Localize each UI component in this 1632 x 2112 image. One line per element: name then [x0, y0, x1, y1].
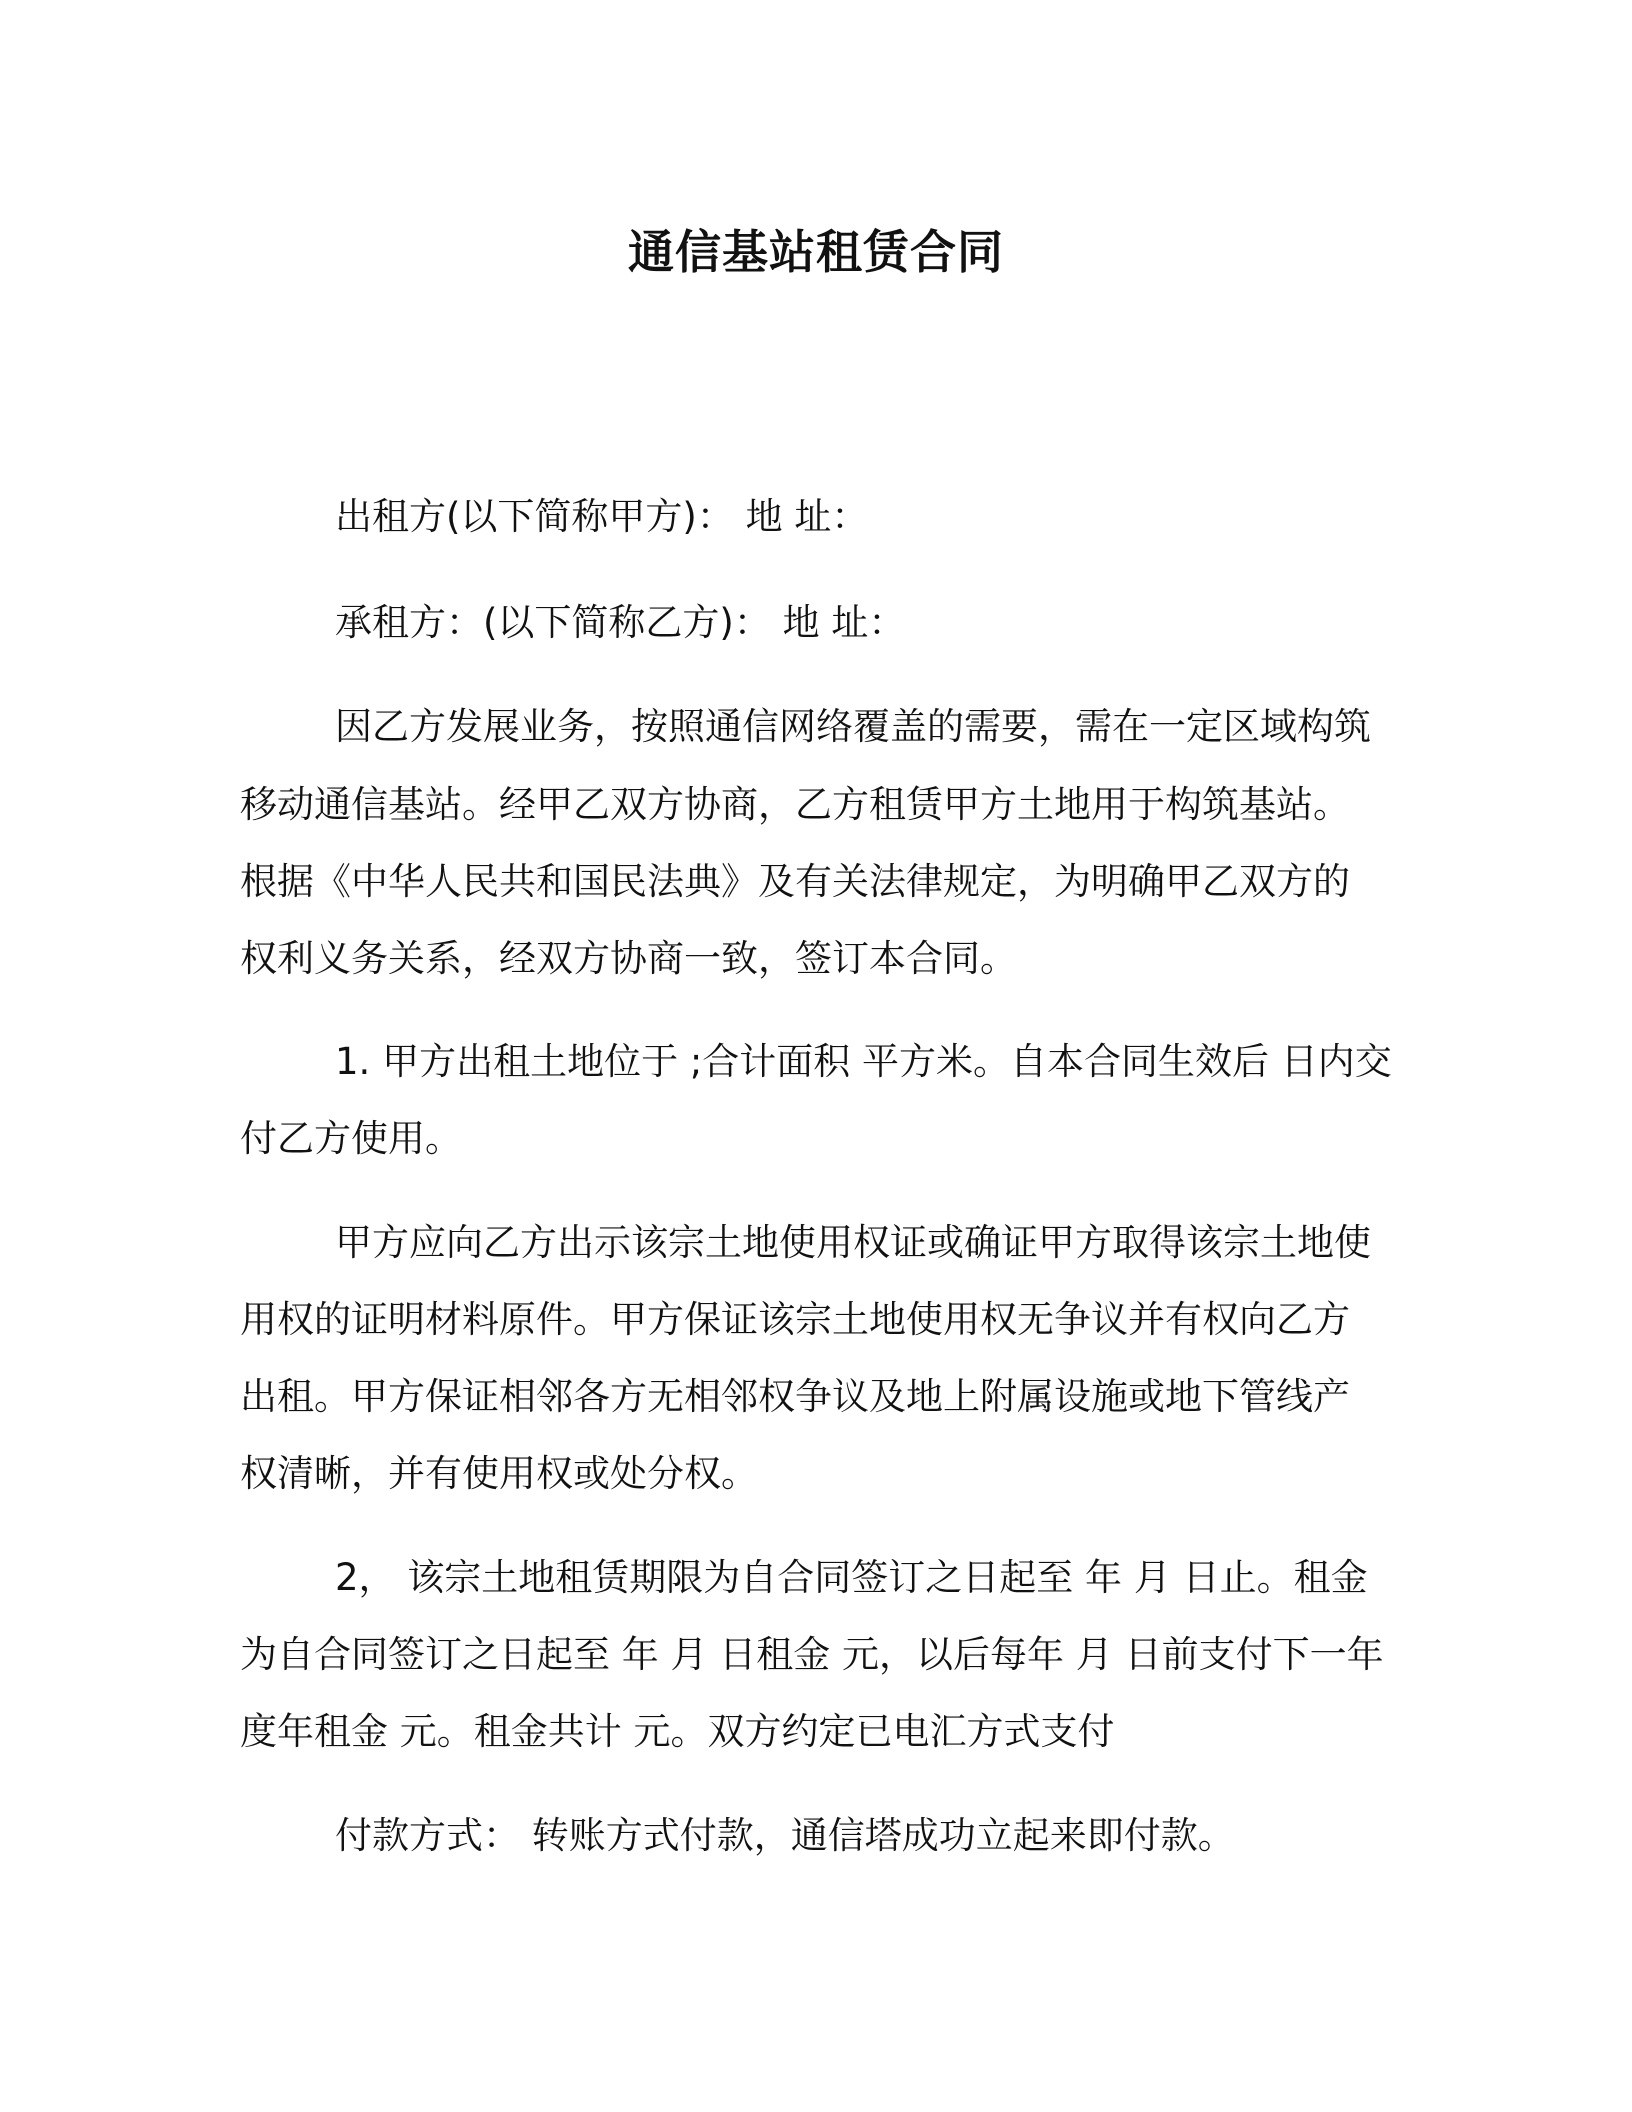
- preamble-line-2: 移动通信基站。经甲乙双方协商，乙方租赁甲方土地用于构筑基站。: [240, 783, 1350, 826]
- clause-2-line-2: 为自合同签订之日起至 年 月 日租金 元，以后每年 月 日前支付下一年: [240, 1633, 1384, 1676]
- lessee-line: 承租方：(以下简称乙方)： 地 址：: [335, 601, 906, 644]
- clause-2-line-1: 2， 该宗土地租赁期限为自合同签订之日起至 年 月 日止。租金: [335, 1556, 1368, 1599]
- preamble-line-1: 因乙方发展业务，按照通信网络覆盖的需要，需在一定区域构筑: [335, 705, 1371, 748]
- preamble-line-4: 权利义务关系，经双方协商一致，签订本合同。: [240, 937, 1017, 980]
- lessor-line: 出租方(以下简称甲方)： 地 址：: [335, 495, 869, 538]
- clause-1b-line-2: 用权的证明材料原件。甲方保证该宗土地使用权无争议并有权向乙方: [240, 1298, 1350, 1341]
- clause-1b-line-1: 甲方应向乙方出示该宗土地使用权证或确证甲方取得该宗土地使: [335, 1221, 1371, 1264]
- preamble-line-3: 根据《中华人民共和国民法典》及有关法律规定，为明确甲乙双方的: [240, 860, 1350, 903]
- clause-1-line-1: 1. 甲方出租土地位于 ;合计面积 平方米。自本合同生效后 日内交: [335, 1040, 1392, 1083]
- clause-1b-line-4: 权清晰，并有使用权或处分权。: [240, 1452, 758, 1495]
- clause-1-line-2: 付乙方使用。: [240, 1117, 462, 1160]
- document-title: 通信基站租赁合同: [628, 225, 1004, 279]
- payment-method-line: 付款方式： 转账方式付款，通信塔成功立起来即付款。: [335, 1814, 1235, 1857]
- clause-2-line-3: 度年租金 元。租金共计 元。双方约定已电汇方式支付: [240, 1710, 1115, 1753]
- clause-1b-line-3: 出租。甲方保证相邻各方无相邻权争议及地上附属设施或地下管线产: [240, 1375, 1350, 1418]
